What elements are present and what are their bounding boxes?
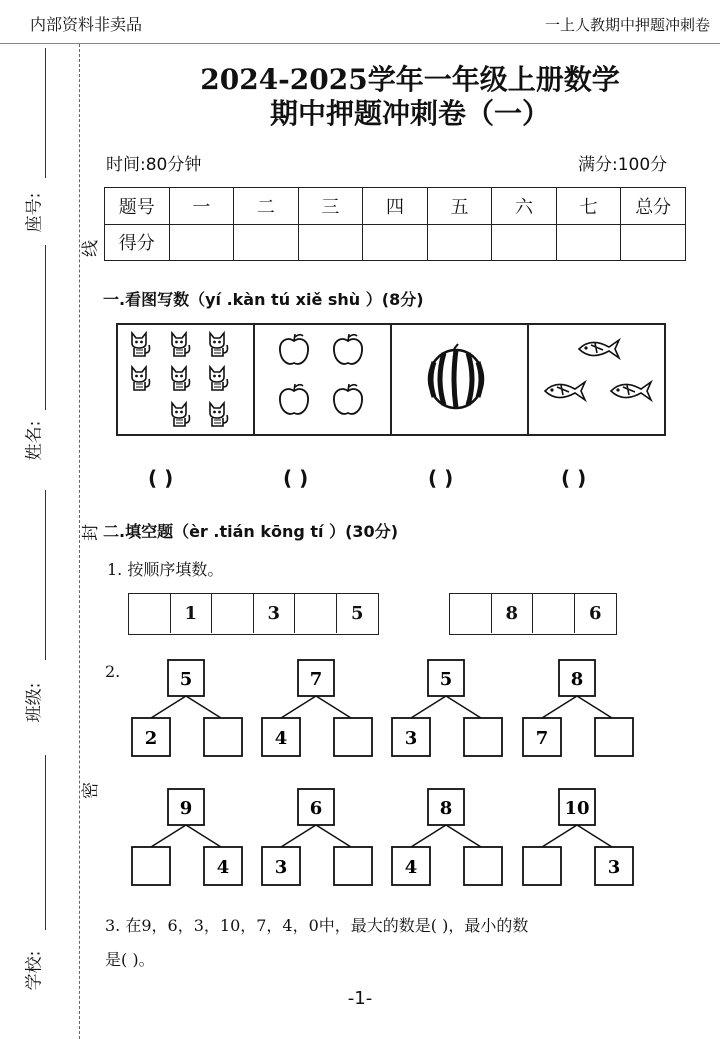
- score-header-cell: 六: [492, 188, 557, 225]
- tree-left-value: 4: [404, 857, 418, 878]
- tree-left-box[interactable]: [132, 847, 170, 885]
- tree-top-value: 8: [439, 798, 453, 819]
- score-header-cell: 题号: [105, 188, 170, 225]
- tree-branch: [281, 825, 316, 847]
- question2-label: 2.: [105, 662, 121, 681]
- score-header-cell: 五: [427, 188, 492, 225]
- answer-paren[interactable]: ( ): [283, 466, 309, 490]
- title-line1: 2024-2025学年一年级上册数学: [200, 63, 620, 96]
- tree-right-box[interactable]: [334, 718, 372, 756]
- score-header-cell: 二: [234, 188, 299, 225]
- tree-branch: [316, 696, 351, 718]
- exam-time: 时间:80分钟: [106, 155, 202, 175]
- tree-top-value: 5: [179, 669, 193, 690]
- tree-branch: [542, 696, 577, 718]
- answer-paren[interactable]: ( ): [428, 466, 454, 490]
- tree-branch: [446, 825, 481, 847]
- title-line2: 期中押题冲刺卷（一）: [269, 97, 550, 130]
- tree-right-box[interactable]: [204, 718, 242, 756]
- tree-right-box[interactable]: [595, 718, 633, 756]
- tree-branch: [577, 825, 612, 847]
- score-row-label: 得分: [105, 224, 170, 261]
- page-number: -1-: [347, 988, 373, 1009]
- tree-top-value: 6: [309, 798, 323, 819]
- sequence-box: 1: [171, 594, 213, 633]
- tree-left-value: 3: [404, 728, 418, 749]
- tree-branch: [446, 696, 481, 718]
- sequence-box: 5: [350, 603, 364, 624]
- seal-xian: 线: [81, 240, 101, 257]
- tree-branch: [411, 825, 446, 847]
- tree-right-value: 3: [607, 857, 621, 878]
- full-score: 满分:100分: [578, 155, 668, 175]
- tree-left-value: 7: [535, 728, 549, 749]
- sequence-box: 3: [254, 594, 296, 633]
- tree-branch: [542, 825, 577, 847]
- seal-feng: 封: [81, 524, 101, 541]
- tree-branch: [411, 696, 446, 718]
- answer-paren[interactable]: ( ): [561, 466, 587, 490]
- tree-right-box[interactable]: [464, 847, 502, 885]
- tree-right-box[interactable]: [464, 718, 502, 756]
- header-right: 一上人教期中押题冲刺卷: [544, 16, 710, 34]
- score-header-cell: 总分: [621, 188, 686, 225]
- sequence-box: 6: [588, 603, 602, 624]
- section2-title: 二.填空题（èr .tián kōng tí ）(30分): [103, 522, 399, 541]
- tree-left-box[interactable]: [523, 847, 561, 885]
- tree-top-value: 5: [439, 669, 453, 690]
- question3-line1: 3. 在9，6，3，10，7，4，0中，最大的数是( )，最小的数: [105, 916, 529, 935]
- tree-left-value: 3: [274, 857, 288, 878]
- tree-branch: [316, 825, 351, 847]
- section1-title: 一.看图写数（yí .kàn tú xiě shù ）(8分): [103, 290, 424, 309]
- question3-line2: 是( )。: [105, 950, 155, 969]
- class-label: 班级:: [24, 682, 45, 723]
- header-left: 内部资料非卖品: [30, 15, 143, 34]
- tree-branch: [186, 696, 221, 718]
- tree-top-value: 7: [309, 669, 323, 690]
- tree-left-value: 2: [144, 728, 158, 749]
- tree-top-value: 10: [564, 798, 590, 819]
- tree-top-value: 9: [179, 798, 193, 819]
- tree-left-value: 4: [274, 728, 288, 749]
- tree-right-box[interactable]: [334, 847, 372, 885]
- seal-mi: 密: [81, 782, 101, 799]
- answer-paren[interactable]: ( ): [148, 466, 174, 490]
- tree-branch: [577, 696, 612, 718]
- tree-branch: [186, 825, 221, 847]
- score-header-cell: 四: [363, 188, 428, 225]
- tree-top-value: 8: [570, 669, 584, 690]
- tree-right-value: 4: [216, 857, 230, 878]
- score-header-cell: 三: [298, 188, 363, 225]
- school-label: 学校:: [24, 950, 45, 991]
- tree-branch: [281, 696, 316, 718]
- score-header-cell: 七: [556, 188, 621, 225]
- seat-label: 座号:: [24, 192, 45, 233]
- score-header-cell: 一: [169, 188, 234, 225]
- tree-branch: [151, 696, 186, 718]
- tree-branch: [151, 825, 186, 847]
- question1-label: 1. 按顺序填数。: [107, 560, 224, 579]
- sequence-box: 8: [492, 594, 534, 633]
- name-label: 姓名:: [24, 420, 45, 461]
